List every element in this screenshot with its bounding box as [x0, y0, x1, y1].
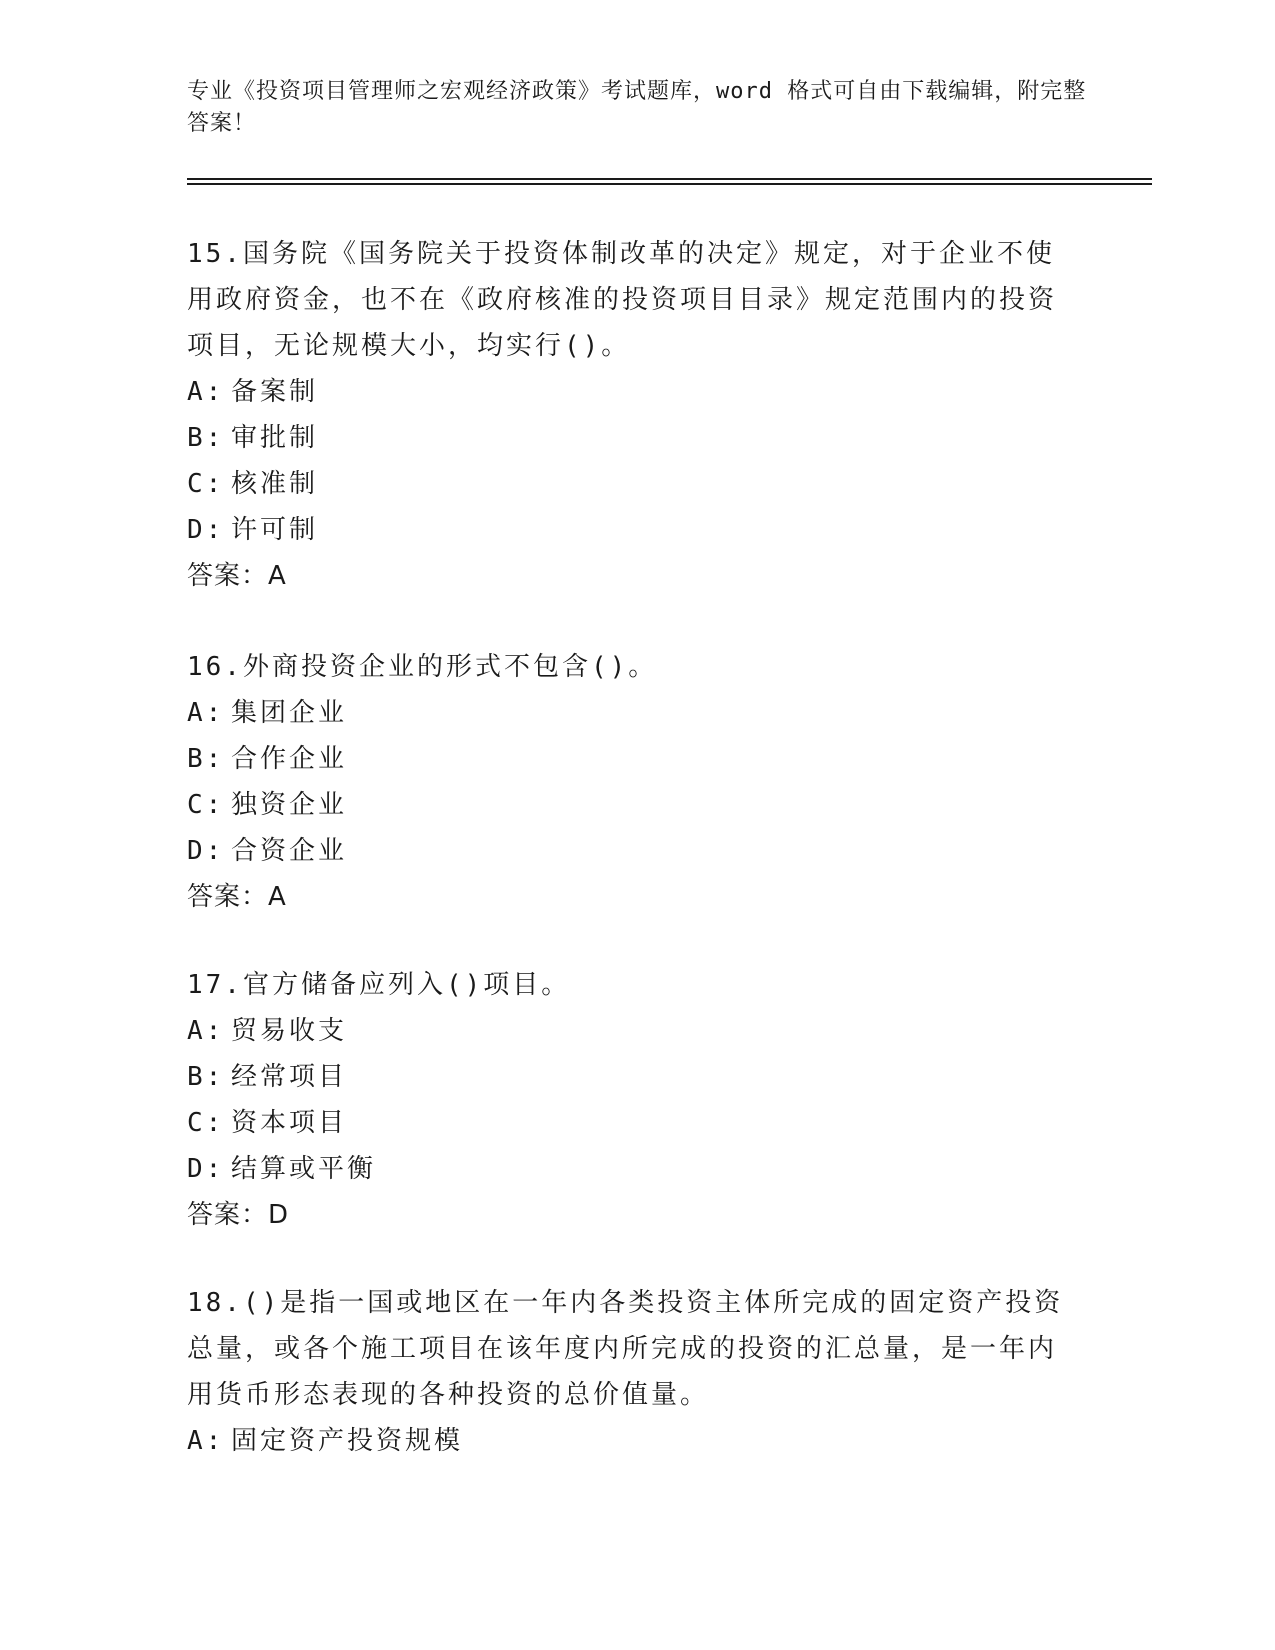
header-divider-top [187, 178, 1152, 180]
question-15 [187, 231, 1077, 599]
option-a [187, 690, 1077, 736]
option-key: D: [187, 1154, 225, 1184]
option-text: 许可制 [231, 515, 319, 545]
option-text: 固定资产投资规模 [231, 1426, 464, 1456]
option-a [187, 1418, 1077, 1464]
option-key: A: [187, 698, 225, 728]
option-key: C: [187, 1108, 225, 1138]
question-17 [187, 962, 1077, 1238]
option-b [187, 1054, 1077, 1100]
option-text: 集团企业 [231, 698, 348, 728]
question-18 [187, 1280, 1077, 1464]
option-c [187, 782, 1077, 828]
option-text: 审批制 [231, 423, 319, 453]
option-d [187, 1146, 1077, 1192]
option-b [187, 415, 1077, 461]
option-key: A: [187, 1426, 225, 1456]
option-text: 独资企业 [231, 790, 348, 820]
option-key: B: [187, 744, 225, 774]
question-16 [187, 644, 1077, 920]
answer-line: 答案：A [187, 561, 287, 591]
option-key: C: [187, 469, 225, 499]
option-c [187, 1100, 1077, 1146]
option-key: B: [187, 423, 225, 453]
option-text: 备案制 [231, 377, 319, 407]
answer-line: 答案：D [187, 1200, 290, 1230]
option-text: 贸易收支 [231, 1016, 348, 1046]
option-c [187, 461, 1077, 507]
option-text: 资本项目 [231, 1108, 348, 1138]
option-b [187, 736, 1077, 782]
option-a [187, 1008, 1077, 1054]
option-text: 合作企业 [231, 744, 348, 774]
option-key: A: [187, 1016, 225, 1046]
question-stem: 17.官方储备应列入()项目。 [187, 970, 571, 1000]
header-divider-bottom [187, 183, 1152, 185]
option-text: 核准制 [231, 469, 319, 499]
option-text: 合资企业 [231, 836, 348, 866]
question-stem: 15.国务院《国务院关于投资体制改革的决定》规定，对于企业不使用政府资金，也不在《政府核准的投资项目目录》规定范围内的投资项目，无论规模大小，均实行()。 [187, 239, 1058, 361]
question-stem: 16.外商投资企业的形式不包含()。 [187, 652, 658, 682]
option-key: A: [187, 377, 225, 407]
option-text: 结算或平衡 [231, 1154, 377, 1184]
option-key: B: [187, 1062, 225, 1092]
option-text: 经常项目 [231, 1062, 348, 1092]
option-a [187, 369, 1077, 415]
option-key: D: [187, 515, 225, 545]
option-d [187, 828, 1077, 874]
document-intro: 专业《投资项目管理师之宏观经济政策》考试题库，word 格式可自由下载编辑，附完整答案！ [187, 79, 1087, 136]
option-key: C: [187, 790, 225, 820]
question-stem: 18.()是指一国或地区在一年内各类投资主体所完成的固定资产投资总量，或各个施工项目在该年度内所完成的投资的汇总量，是一年内用货币形态表现的各种投资的总价值量。 [187, 1288, 1064, 1410]
option-d [187, 507, 1077, 553]
option-key: D: [187, 836, 225, 866]
answer-line: 答案：A [187, 882, 287, 912]
